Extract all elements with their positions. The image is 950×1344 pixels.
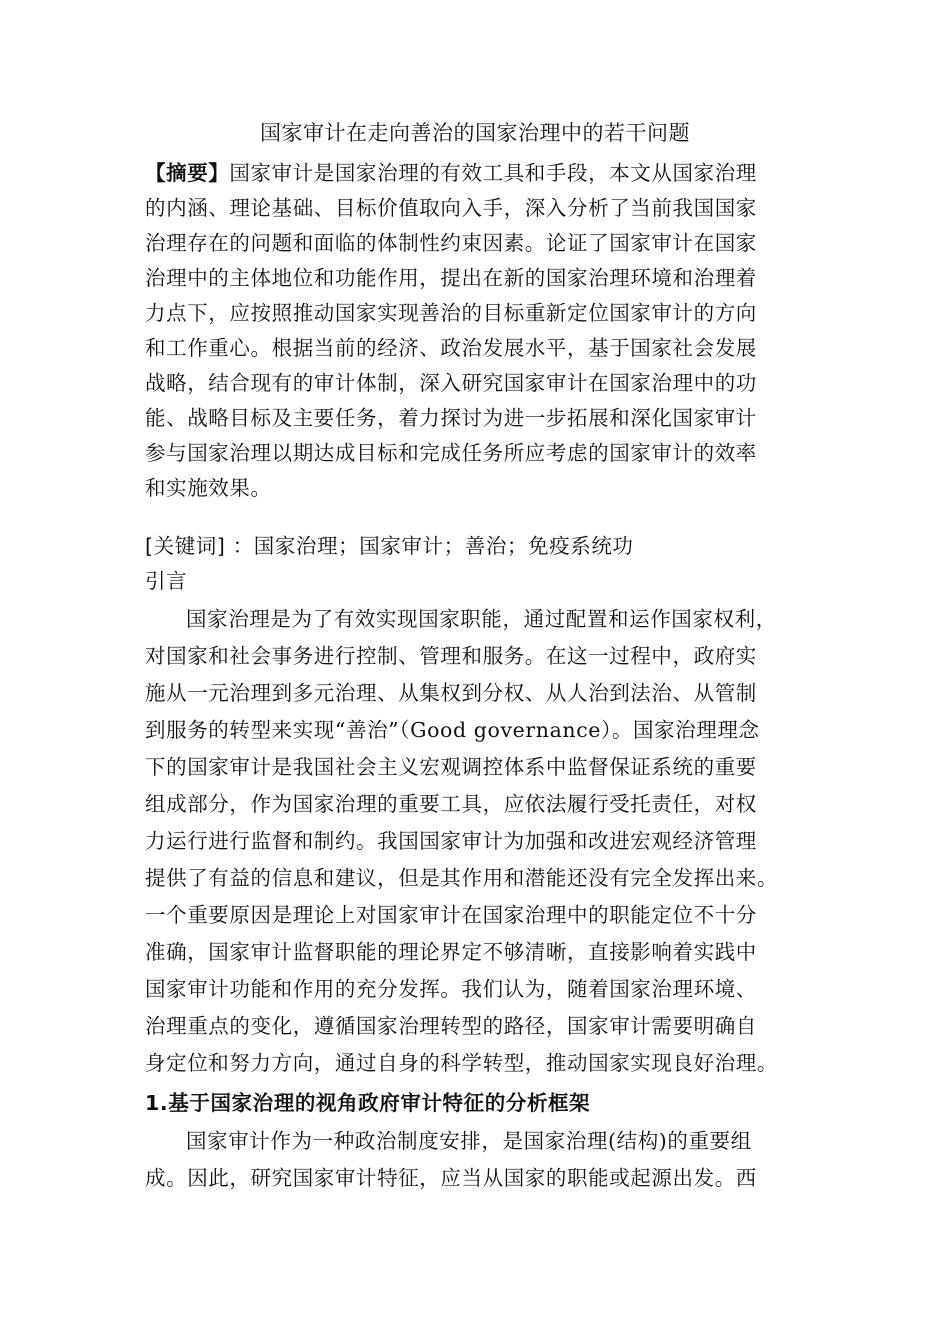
abstract-line: 治理存在的问题和面临的体制性约束因素。论证了国家审计在国家 <box>145 231 757 255</box>
intro-line: 国家治理是为了有效实现国家职能，通过配置和运作国家权利， <box>186 607 777 631</box>
abstract-line: 治理中的主体地位和功能作用，提出在新的国家治理环境和治理着 <box>145 266 757 290</box>
document-title: 国家审计在走向善治的国家治理中的若干问题 <box>260 121 690 145</box>
abstract-line: 力点下，应按照推动国家实现善治的目标重新定位国家审计的方向 <box>145 301 757 325</box>
abstract-line: 战略，结合现有的审计体制，深入研究国家审计在国家治理中的功 <box>145 371 757 395</box>
intro-line: 准确，国家审计监督职能的理论界定不够清晰，直接影响着实践中 <box>145 940 757 964</box>
abstract-line: 能、战略目标及主要任务，着力探讨为进一步拓展和深化国家审计 <box>145 406 757 430</box>
keywords-text: 国家治理；国家审计；善治；免疫系统功 <box>253 534 634 558</box>
intro-line: 到服务的转型来实现“善治”（Good governance）。国家治理理念 <box>145 718 760 742</box>
intro-line: 一个重要原因是理论上对国家审计在国家治理中的职能定位不十分 <box>145 903 757 927</box>
section-line: 成。因此，研究国家审计特征，应当从国家的职能或起源出发。西 <box>145 1166 757 1190</box>
abstract-line: 参与国家治理以期达成目标和完成任务所应考虑的国家审计的效率 <box>145 441 757 465</box>
keywords-line <box>145 531 815 561</box>
intro-line: 国家审计功能和作用的充分发挥。我们认为，随着国家治理环境、 <box>145 977 757 1001</box>
abstract-line: 的内涵、理论基础、目标价值取向入手，深入分析了当前我国国家 <box>145 196 757 220</box>
keywords-label: [关键词] ： <box>145 534 254 558</box>
abstract-label: 【摘要】 <box>145 161 230 185</box>
abstract-text: 国家审计是国家治理的有效工具和手段，本文从国家治理 <box>229 161 757 185</box>
intro-line: 下的国家审计是我国社会主义宏观调控体系中监督保证系统的重要 <box>145 755 757 779</box>
section-line: 国家审计作为一种政治制度安排，是国家治理(结构)的重要组 <box>186 1129 752 1153</box>
intro-line: 身定位和努力方向，通过自身的科学转型，推动国家实现良好治理。 <box>145 1051 778 1075</box>
intro-line: 力运行进行监督和制约。我国国家审计为加强和改进宏观经济管理 <box>145 829 757 853</box>
section-heading: 1.基于国家治理的视角政府审计特征的分析框架 <box>145 1091 591 1115</box>
abstract-line: 和实施效果。 <box>145 476 272 500</box>
intro-line: 提供了有益的信息和建议，但是其作用和潜能还没有完全发挥出来。 <box>145 866 778 890</box>
intro-line: 施从一元治理到多元治理、从集权到分权、从人治到法治、从管制 <box>145 681 757 705</box>
intro-line: 治理重点的变化，遵循国家治理转型的路径，国家审计需要明确自 <box>145 1014 757 1038</box>
intro-line: 对国家和社会事务进行控制、管理和服务。在这一过程中，政府实 <box>145 644 757 668</box>
intro-heading: 引言 <box>145 569 188 593</box>
abstract-line: 和工作重心。根据当前的经济、政治发展水平，基于国家社会发展 <box>145 336 757 360</box>
intro-line: 组成部分，作为国家治理的重要工具，应依法履行受托责任，对权 <box>145 792 757 816</box>
abstract-line <box>145 158 815 188</box>
